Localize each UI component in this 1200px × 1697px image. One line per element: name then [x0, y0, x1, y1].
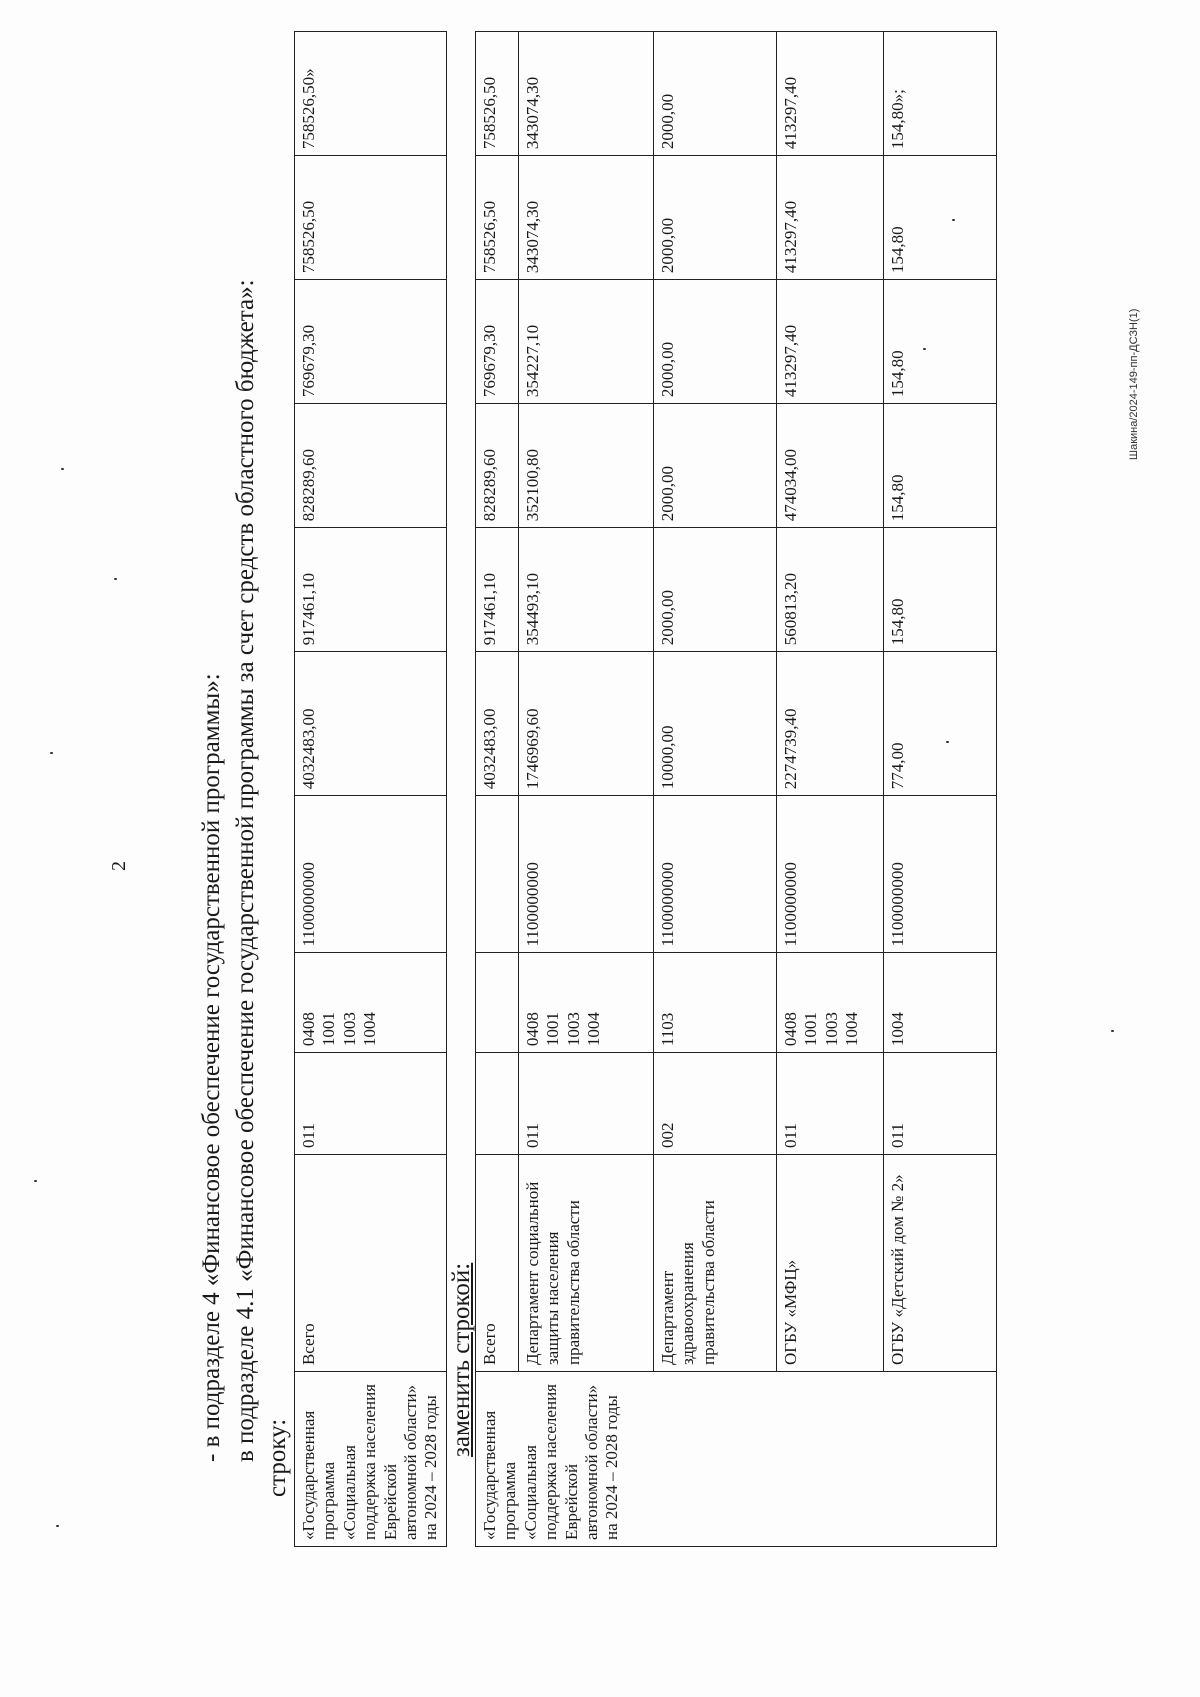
- rzpr-code: 1004: [842, 1012, 862, 1047]
- year-2026-cell: 154,80: [884, 280, 997, 404]
- csr-cell: 1100000000: [884, 796, 997, 953]
- rzpr-code: 0408: [523, 1012, 542, 1047]
- scan-speck: [1111, 1030, 1114, 1032]
- rzpr-code: 1003: [563, 1012, 583, 1047]
- scan-speck: [952, 219, 955, 221]
- grbs-cell: 011: [777, 1053, 884, 1155]
- executor-cell: Всего: [295, 1154, 447, 1371]
- year-2026-cell: 769679,30: [476, 280, 519, 404]
- executor-cell: Департамент здравоохранения правительства области: [654, 1154, 777, 1371]
- rzpr-code: 1001: [319, 1012, 339, 1047]
- rzpr-code: 1103: [658, 1012, 677, 1047]
- grbs-cell: 011: [295, 1053, 447, 1155]
- table-row: [884, 32, 997, 1547]
- scan-speck: [34, 1180, 37, 1182]
- rzpr-code: 1003: [339, 1012, 359, 1047]
- total-cell: 10000,00: [654, 652, 777, 796]
- year-2025-cell: 2000,00: [654, 404, 777, 528]
- year-2026-cell: 2000,00: [654, 280, 777, 404]
- grbs-cell: 011: [884, 1053, 997, 1155]
- year-2025-cell: 352100,80: [519, 404, 654, 528]
- year-2026-cell: 354227,10: [519, 280, 654, 404]
- rzpr-cell: [777, 953, 884, 1053]
- year-2028-cell: 413297,40: [777, 32, 884, 156]
- rzpr-code: 1004: [360, 1012, 380, 1047]
- scan-speck: [946, 741, 949, 743]
- intro-line-2: в подразделе 4.1 «Финансовое обеспечение государственной программы за счет средств областного бюджета»:: [232, 279, 259, 1462]
- grbs-cell: 002: [654, 1053, 777, 1155]
- scan-speck: [56, 1525, 59, 1527]
- old-row-table: [294, 31, 447, 1547]
- csr-cell: 1100000000: [519, 796, 654, 953]
- year-2026-cell: 413297,40: [777, 280, 884, 404]
- year-2027-cell: 758526,50: [476, 156, 519, 280]
- year-2025-cell: 154,80: [884, 404, 997, 528]
- page-number: 2: [108, 861, 130, 871]
- new-rows-table: [475, 31, 997, 1547]
- year-2024-cell: 560813,20: [777, 528, 884, 652]
- year-2028-cell: 758526,50»: [295, 32, 447, 156]
- csr-cell: 1100000000: [654, 796, 777, 953]
- executor-cell: Всего: [476, 1154, 519, 1371]
- year-2027-cell: 2000,00: [654, 156, 777, 280]
- table-row: [777, 32, 884, 1547]
- rzpr-code: 1001: [801, 1012, 821, 1047]
- total-cell: 774,00: [884, 652, 997, 796]
- csr-cell: [476, 796, 519, 953]
- rzpr-code: 1004: [584, 1012, 604, 1047]
- year-2028-cell: 154,80»;: [884, 32, 997, 156]
- executor-cell: ОГБУ «Детский дом № 2»: [884, 1154, 997, 1371]
- rzpr-code: 1003: [821, 1012, 841, 1047]
- intro-line-3: строку:: [264, 1418, 291, 1497]
- year-2025-cell: 828289,60: [295, 404, 447, 528]
- total-cell: 1746969,60: [519, 652, 654, 796]
- year-2024-cell: 917461,10: [295, 528, 447, 652]
- program-name-cell: «Государственная программа «Социальная поддержка населения Еврейской автономной области» на 2024 – 2028 годы: [476, 1372, 997, 1547]
- grbs-cell: 011: [519, 1053, 654, 1155]
- year-2027-cell: 343074,30: [519, 156, 654, 280]
- year-2027-cell: 758526,50: [295, 156, 447, 280]
- year-2028-cell: 343074,30: [519, 32, 654, 156]
- year-2024-cell: 354493,10: [519, 528, 654, 652]
- program-name-cell: «Государственная программа «Социальная поддержка населения Еврейской автономной области» на 2024 – 2028 годы: [295, 1372, 447, 1547]
- executor-cell: Департамент социальной защиты населения правительства области: [519, 1154, 654, 1371]
- year-2024-cell: 154,80: [884, 528, 997, 652]
- csr-cell: 1100000000: [777, 796, 884, 953]
- year-2026-cell: 769679,30: [295, 280, 447, 404]
- table-row: [654, 32, 777, 1547]
- rzpr-code: 0408: [781, 1012, 800, 1047]
- replace-with-label: заменить строкой:: [448, 1262, 475, 1457]
- document-footer: Шакина/2024-149-пп-ДСЗН(1): [1128, 308, 1140, 460]
- year-2025-cell: 828289,60: [476, 404, 519, 528]
- executor-cell: ОГБУ «МФЦ»: [777, 1154, 884, 1371]
- year-2024-cell: 917461,10: [476, 528, 519, 652]
- rzpr-cell: [295, 953, 447, 1053]
- rzpr-cell: [519, 953, 654, 1053]
- csr-cell: 1100000000: [295, 796, 447, 953]
- rzpr-code: 1004: [888, 1012, 907, 1047]
- rzpr-cell: [654, 953, 777, 1053]
- scan-speck: [923, 348, 926, 350]
- year-2027-cell: 154,80: [884, 156, 997, 280]
- table-row: [476, 32, 519, 1547]
- rzpr-code: 1001: [543, 1012, 563, 1047]
- rzpr-cell: [884, 953, 997, 1053]
- rzpr-cell: [476, 953, 519, 1053]
- year-2028-cell: 2000,00: [654, 32, 777, 156]
- year-2024-cell: 2000,00: [654, 528, 777, 652]
- scan-speck: [50, 752, 53, 754]
- year-2028-cell: 758526,50: [476, 32, 519, 156]
- total-cell: 4032483,00: [476, 652, 519, 796]
- total-cell: 4032483,00: [295, 652, 447, 796]
- scan-speck: [114, 578, 117, 580]
- intro-line-1: - в подразделе 4 «Финансовое обеспечение государственной программы»:: [198, 673, 225, 1462]
- total-cell: 2274739,40: [777, 652, 884, 796]
- old-row: [295, 32, 447, 1547]
- scan-speck: [61, 468, 64, 470]
- rzpr-code: 0408: [299, 1012, 318, 1047]
- year-2025-cell: 474034,00: [777, 404, 884, 528]
- table-row: [519, 32, 654, 1547]
- year-2027-cell: 413297,40: [777, 156, 884, 280]
- grbs-cell: [476, 1053, 519, 1155]
